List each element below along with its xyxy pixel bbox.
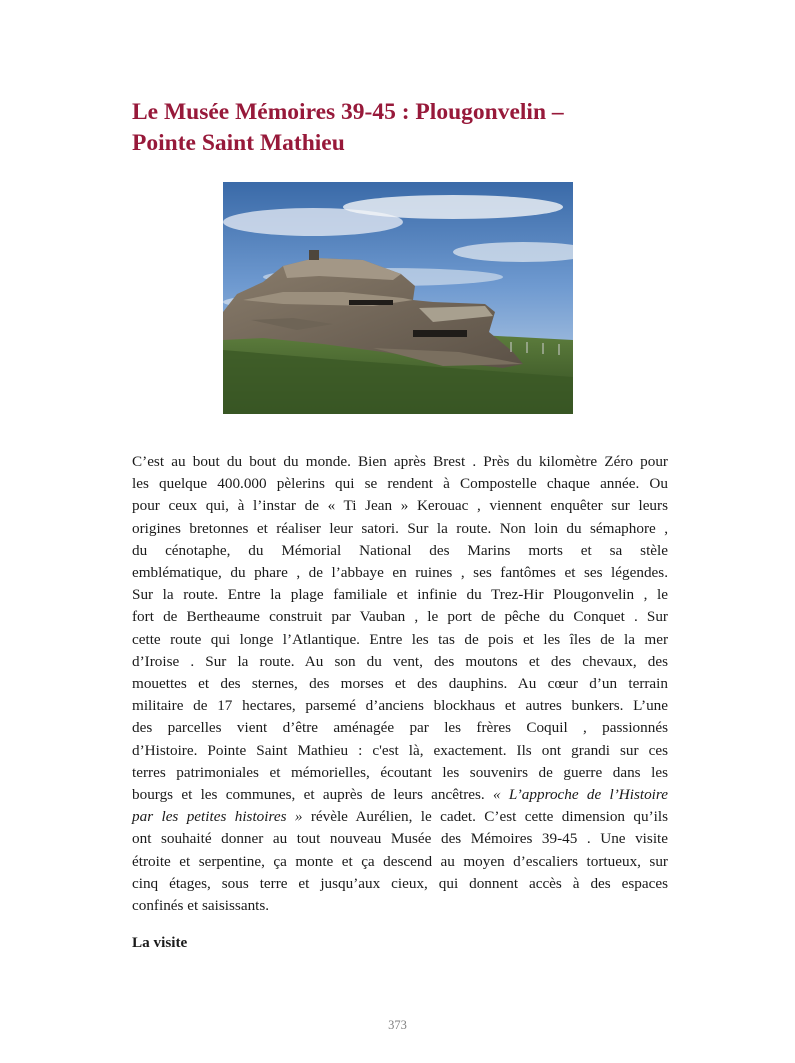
body-line: pour ceux qui, à l’instar de « Ti Jean » Kerouac , viennent enquêter sur leurs [132, 497, 668, 515]
body-line: d’Histoire. Pointe Saint Mathieu : c'est là, exactement. Ils ont grandi sur ces [132, 741, 668, 759]
body-line: militaire de 17 hectares, parsemé d’anciens blockhaus et autres bunkers. L’une [132, 697, 668, 715]
body-line: du cénotaphe, du Mémorial National des Marins morts et sa stèle [132, 541, 668, 559]
article-body [132, 451, 668, 917]
section-heading: La visite [132, 934, 188, 951]
body-line: d’Iroise . Sur la route. Au son du vent, des moutons et des chevaux, des [132, 652, 668, 670]
page-number: 373 [388, 1018, 407, 1032]
body-line: confinés et saisissants. [132, 897, 270, 915]
body-line: origines bretonnes et réaliser leur satori. Sur la route. Non loin du sémaphore , [132, 519, 668, 537]
article-title [132, 97, 672, 159]
body-line: mouettes et des sternes, des morses et des dauphins. Au cœur d’un terrain [132, 675, 668, 693]
body-line: révèle Aurélien, le cadet. C’est cette dimension qu’ils [302, 808, 668, 826]
body-line: cinq étages, sous terre et jusqu’aux cieux, qui donnent accès à des espaces [132, 874, 668, 892]
quote-text: « L’approche de l’Histoire [493, 786, 668, 804]
body-line: cette route qui longe l’Atlantique. Entre les tas de pois et les îles de la mer [132, 630, 668, 648]
quote-text: par les petites histoires » [132, 808, 303, 826]
body-line: étroite et serpentine, ça monte et ça descend au moyen d’escaliers tortueux, sur [132, 852, 668, 870]
title-line-1: Le Musée Mémoires 39-45 : Plougonvelin – [132, 99, 564, 125]
body-line: fort de Bertheaume construit par Vauban , le port de pêche du Conquet . Sur [132, 608, 668, 626]
body-line-with-quote [132, 784, 668, 806]
body-line: ont souhaité donner au tout nouveau Musée des Mémoires 39-45 . Une visite [132, 830, 668, 848]
body-line: emblématique, du phare , de l’abbaye en ruines , ses fantômes et ses légendes. [132, 564, 668, 582]
body-line: des parcelles vient d’être aménagée par les frères Coquil , passionnés [132, 719, 668, 737]
body-line-with-quote [132, 806, 668, 828]
bunker-photo [223, 182, 573, 414]
body-line: Sur la route. Entre la plage familiale et infinie du Trez-Hir Plougonvelin , le [132, 586, 668, 604]
body-line: C’est au bout du bout du monde. Bien après Brest . Près du kilomètre Zéro pour [132, 453, 668, 470]
body-line: terres patrimoniales et mémorielles, écoutant les souvenirs de guerre dans les [132, 763, 668, 781]
body-line: bourgs et les communes, et auprès de leurs ancêtres. [132, 786, 493, 804]
body-line: les quelque 400.000 pèlerins qui se rendent à Compostelle chaque année. Ou [132, 475, 668, 493]
title-line-2: Pointe Saint Mathieu [132, 130, 345, 156]
